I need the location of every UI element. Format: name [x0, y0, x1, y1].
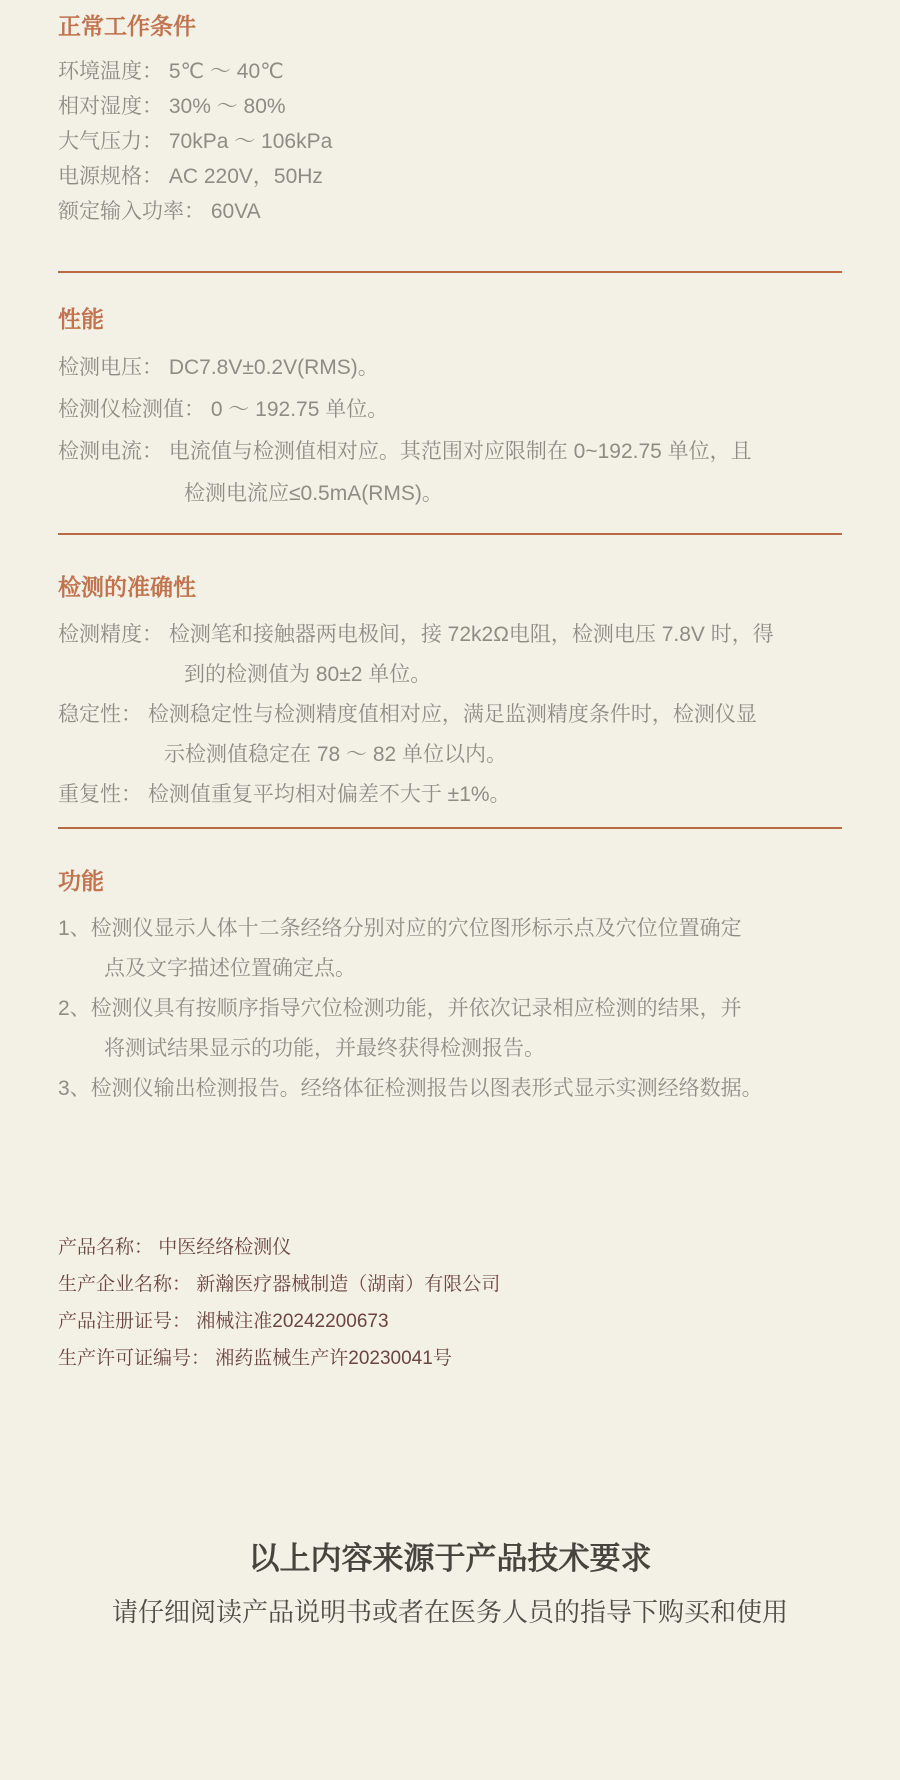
section-performance: [58, 303, 842, 515]
spec-line-detection-precision: 检测精度： 检测笔和接触器两电极间，接 72k2Ω电阻，检测电压 7.8V 时，得: [58, 623, 774, 646]
function-item-2: 2、检测仪具有按顺序指导穴位检测功能，并依次记录相应检测的结果，并: [58, 997, 742, 1020]
section-functions: [58, 865, 842, 1109]
product-registration-number: 产品注册证号： 湘械注准20242200673: [58, 1311, 389, 1332]
spec-line-detection-value-range: 检测仪检测值： 0 ～ 192.75 单位。: [58, 398, 389, 421]
spec-line-relative-humidity: 相对湿度： 30% ～ 80%: [58, 95, 286, 118]
production-license-number: 生产许可证编号： 湘药监械生产许20230041号: [58, 1348, 452, 1369]
section-divider: [58, 533, 842, 535]
section-heading: 功能: [58, 868, 104, 894]
function-item-1-cont: 点及文字描述位置确定点。: [104, 957, 356, 980]
section-normal-working-conditions: [58, 10, 842, 229]
manufacturer-name: 生产企业名称： 新瀚医疗器械制造（湖南）有限公司: [58, 1274, 501, 1295]
spec-line-detection-current: 检测电流： 电流值与检测值相对应。其范围对应限制在 0~192.75 单位，且: [58, 440, 752, 463]
section-detection-accuracy: [58, 571, 842, 815]
spec-line-detection-voltage: 检测电压： DC7.8V±0.2V(RMS)。: [58, 356, 379, 379]
section-heading: 检测的准确性: [58, 574, 196, 600]
section-divider: [58, 827, 842, 829]
spec-line-detection-precision-cont: 到的检测值为 80±2 单位。: [184, 663, 432, 686]
function-item-3: 3、检测仪输出检测报告。经络体征检测报告以图表形式显示实测经络数据。: [58, 1077, 763, 1100]
section-heading: 正常工作条件: [58, 13, 196, 39]
spec-line-rated-input-power: 额定输入功率： 60VA: [58, 200, 261, 223]
spec-line-stability-cont: 示检测值稳定在 78 ～ 82 单位以内。: [164, 743, 508, 766]
spec-line-power-supply: 电源规格： AC 220V，50Hz: [58, 165, 323, 188]
section-heading: 性能: [58, 306, 104, 332]
spec-line-atmospheric-pressure: 大气压力： 70kPa ～ 106kPa: [58, 130, 333, 153]
spec-line-detection-current-cont: 检测电流应≤0.5mA(RMS)。: [184, 482, 443, 505]
product-info: [58, 1229, 842, 1377]
footer-source-note: 以上内容来源于产品技术要求: [248, 1541, 652, 1576]
function-item-1: 1、检测仪显示人体十二条经络分别对应的穴位图形标示点及穴位位置确定: [58, 917, 742, 940]
product-name: 产品名称： 中医经络检测仪: [58, 1237, 292, 1258]
footer-usage-note: 请仔细阅读产品说明书或者在医务人员的指导下购买和使用: [111, 1597, 788, 1627]
function-item-2-cont: 将测试结果显示的功能，并最终获得检测报告。: [104, 1037, 545, 1060]
spec-line-stability: 稳定性： 检测稳定性与检测精度值相对应，满足监测精度条件时，检测仪显: [58, 703, 757, 726]
spec-line-ambient-temperature: 环境温度： 5℃ ～ 40℃: [58, 60, 284, 83]
section-divider: [58, 271, 842, 273]
spec-line-repeatability: 重复性： 检测值重复平均相对偏差不大于 ±1%。: [58, 783, 511, 806]
